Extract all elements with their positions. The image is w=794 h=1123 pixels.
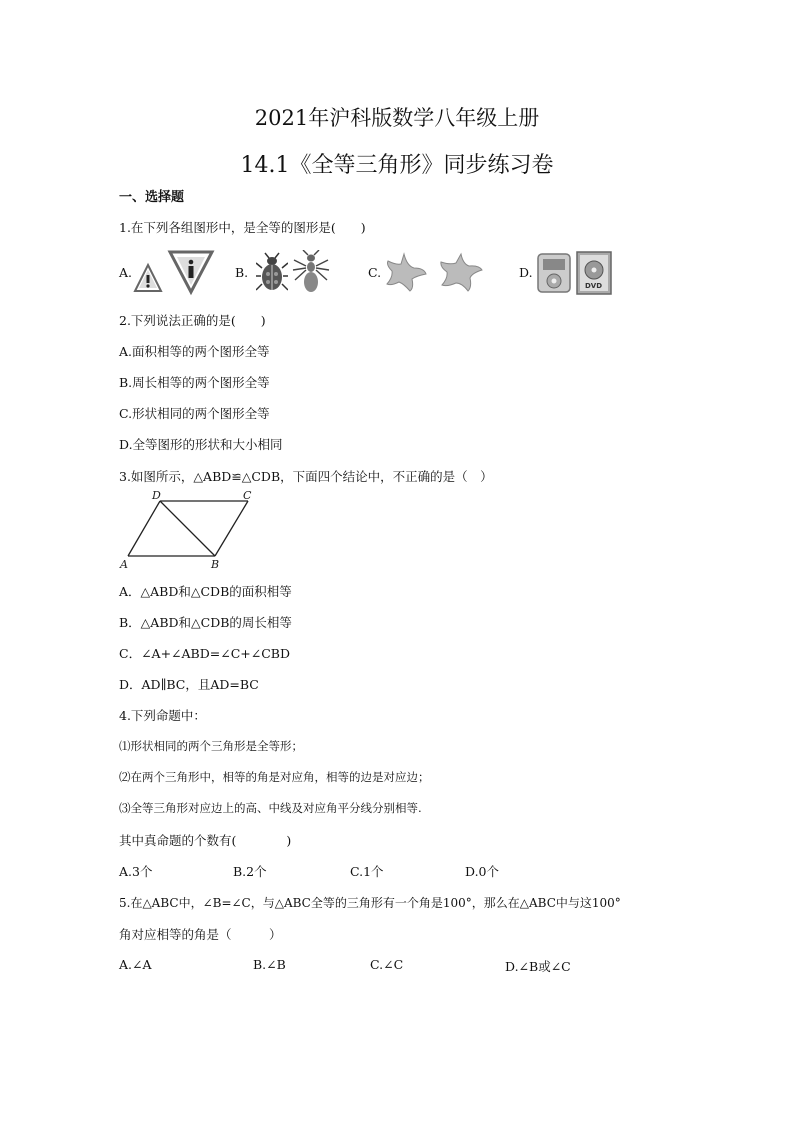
q4-stem: 4.下列命题中： [119, 708, 206, 723]
q3-stem: 3.如图所示，△ABD≌△CDB，下面四个结论中，不正确的是（ ） [119, 469, 493, 484]
media-player-icon [536, 252, 572, 294]
section-heading: 一、选择题 [119, 190, 185, 205]
q5-option-a: A.∠A [119, 957, 152, 972]
q5-option-c: C.∠C [370, 957, 404, 972]
q2-option-b: B.周长相等的两个图形全等 [119, 375, 270, 390]
q3-option-d: D．AD∥BC，且AD=BC [119, 677, 259, 692]
starfish-icon [437, 252, 483, 292]
q1-label-c: C. [368, 265, 382, 280]
q1-label-a: A. [119, 265, 133, 280]
document-subtitle: 14.1《全等三角形》同步练习卷 [240, 153, 554, 178]
info-triangle-icon [167, 248, 215, 296]
q4-options [119, 862, 539, 880]
q2-option-a: A.面积相等的两个图形全等 [119, 344, 270, 359]
q4-option-b: B.2个 [233, 864, 267, 879]
q1-options [119, 250, 639, 298]
starfish-icon [384, 252, 428, 292]
segment-da [128, 501, 160, 556]
q2-option-d: D.全等图形的形状和大小相同 [119, 437, 283, 452]
segment-db [160, 501, 215, 556]
svg-text:DVD: DVD [585, 282, 603, 290]
q4-question: 其中真命题的个数有( ) [119, 833, 292, 848]
beetle-icon [256, 252, 288, 294]
q4-option-c: C.1个 [350, 864, 384, 879]
q4-option-d: D.0个 [465, 864, 500, 879]
q1-label-b: B. [235, 265, 249, 280]
q4-option-a: A.3个 [119, 864, 153, 879]
q4-item-1: ⑴形状相同的两个三角形是全等形； [119, 739, 303, 753]
parallelogram-figure [118, 488, 266, 572]
q2-option-c: C.形状相同的两个图形全等 [119, 406, 270, 421]
q5-options [119, 957, 599, 975]
vertex-label-d: D [152, 489, 161, 502]
vertex-label-b: B [211, 558, 220, 571]
document-title: 2021年沪科版数学八年级上册 [254, 106, 540, 130]
q5-option-d: D.∠B或∠C [505, 959, 571, 974]
q5-option-b: B.∠B [253, 957, 286, 972]
warning-triangle-icon [133, 262, 163, 294]
q5-stem-line1: 5.在△ABC中，∠B=∠C，与△ABC全等的三角形有一个角是100°，那么在△ABC中与这100° [119, 896, 621, 910]
q4-item-3: ⑶全等三角形对应边上的高、中线及对应角平分线分别相等. [119, 801, 422, 815]
q3-option-b: B．△ABD和△CDB的周长相等 [119, 615, 292, 630]
q1-label-d: D. [519, 265, 533, 280]
vertex-label-c: C [243, 489, 252, 502]
q5-stem-line2: 角对应相等的角是（ ） [119, 927, 282, 942]
q4-item-2: ⑵在两个三角形中，相等的角是对应角，相等的边是对应边； [119, 770, 430, 784]
q3-option-c: C．∠A+∠ABD=∠C+∠CBD [119, 646, 290, 661]
vertex-label-a: A [120, 558, 128, 571]
ant-icon [291, 250, 331, 294]
q2-stem: 2.下列说法正确的是( ) [119, 313, 266, 328]
q1-stem: 1.在下列各组图形中，是全等的图形是( ) [119, 220, 366, 235]
dvd-case-icon [575, 250, 615, 296]
q3-option-a: A．△ABD和△CDB的面积相等 [119, 584, 292, 599]
segment-bc [215, 501, 248, 556]
